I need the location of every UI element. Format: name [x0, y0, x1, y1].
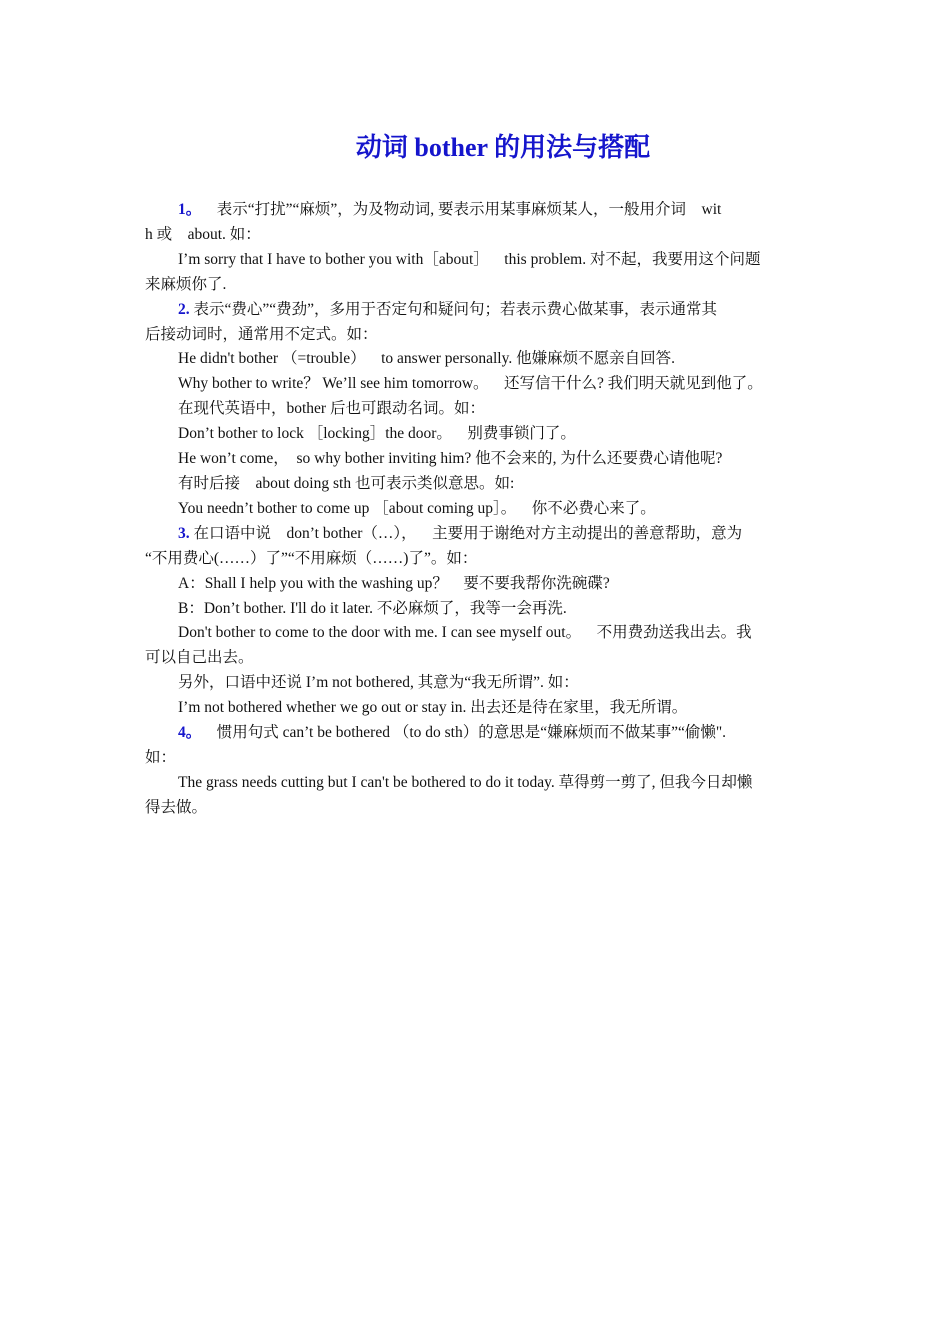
- paragraph-text: 在现代英语中，bother 后也可跟动名词。如：: [178, 400, 485, 418]
- paragraph-text: You needn’t bother to come up ［about coming up］。 你不必费心来了。: [178, 499, 656, 517]
- paragraph-3: [145, 522, 805, 572]
- paragraph-text: B：Don’t bother. I'll do it later. 不必麻烦了，我等一会再洗.: [178, 599, 567, 617]
- paragraph-text: 表示“费心”“费劲”，多用于否定句和疑问句；若表示费心做某事，表示通常其 后接动词时，通常用不定式。如：: [145, 300, 718, 343]
- note-text: [145, 397, 805, 422]
- item-number: 2.: [178, 300, 190, 318]
- paragraph-text: 在口语中说 don’t bother（…）， 主要用于谢绝对方主动提出的善意帮助，意为 “不用费心(……）了”“不用麻烦（……)了”。如：: [145, 524, 743, 567]
- example-sentence: [145, 497, 805, 522]
- paragraph-text: 有时后接 about doing sth 也可表示类似意思。如:: [178, 474, 515, 492]
- paragraph-text: A：Shall I help you with the washing up？ 要不要我帮你洗碗碟?: [178, 574, 610, 592]
- example-sentence: [145, 422, 805, 447]
- paragraph-text: Don't bother to come to the door with me. I can see myself out。 不用费劲送我出去。我 可以自己出去。: [145, 624, 752, 667]
- item-number: 1。: [178, 201, 202, 218]
- paragraph-2: [145, 298, 805, 348]
- paragraph-text: 惯用句式 can’t be bothered （to do sth）的意思是“嫌麻烦而不做某事”“偷懒". 如：: [145, 724, 727, 766]
- paragraph-4: [145, 721, 805, 771]
- note-text: [145, 671, 805, 696]
- document-body: [145, 198, 805, 821]
- paragraph-text: 表示“打扰”“麻烦”，为及物动词, 要表示用某事麻烦某人，一般用介词 wit h 或 about. 如：: [145, 201, 722, 243]
- item-number: 4。: [178, 724, 202, 742]
- paragraph-text: The grass needs cutting but I can't be bothered to do it today. 草得剪一剪了, 但我今日却懒 得去做。: [145, 773, 753, 816]
- item-number: 3.: [178, 524, 190, 542]
- example-sentence: [145, 447, 805, 472]
- example-sentence: [145, 347, 805, 372]
- paragraph-text: I’m not bothered whether we go out or stay in. 出去还是待在家里，我无所谓。: [178, 699, 688, 717]
- note-text: [145, 472, 805, 497]
- example-sentence: [145, 572, 805, 597]
- paragraph-text: He didn't bother （=trouble） to answer personally. 他嫌麻烦不愿亲自回答.: [178, 350, 675, 368]
- example-sentence: [145, 597, 805, 622]
- example-sentence: [145, 771, 805, 821]
- paragraph-text: Why bother to write？ We’ll see him tomorrow。 还写信干什么? 我们明天就见到他了。: [178, 375, 763, 393]
- paragraph-1: [145, 198, 805, 248]
- example-sentence: [145, 248, 805, 298]
- example-sentence: [145, 621, 805, 671]
- paragraph-text: Don’t bother to lock ［locking］the door。 别费事锁门了。: [178, 425, 576, 443]
- example-sentence: [145, 372, 805, 397]
- paragraph-text: 另外，口语中还说 I’m not bothered, 其意为“我无所谓”. 如：: [178, 674, 579, 692]
- paragraph-text: I’m sorry that I have to bother you with［about］ this problem. 对不起，我要用这个问题 来麻烦你了.: [145, 250, 761, 293]
- example-sentence: [145, 696, 805, 721]
- page-title: 动词 bother 的用法与搭配: [355, 133, 651, 162]
- paragraph-text: He won’t come， so why bother inviting him? 他不会来的, 为什么还要费心请他呢?: [178, 450, 723, 468]
